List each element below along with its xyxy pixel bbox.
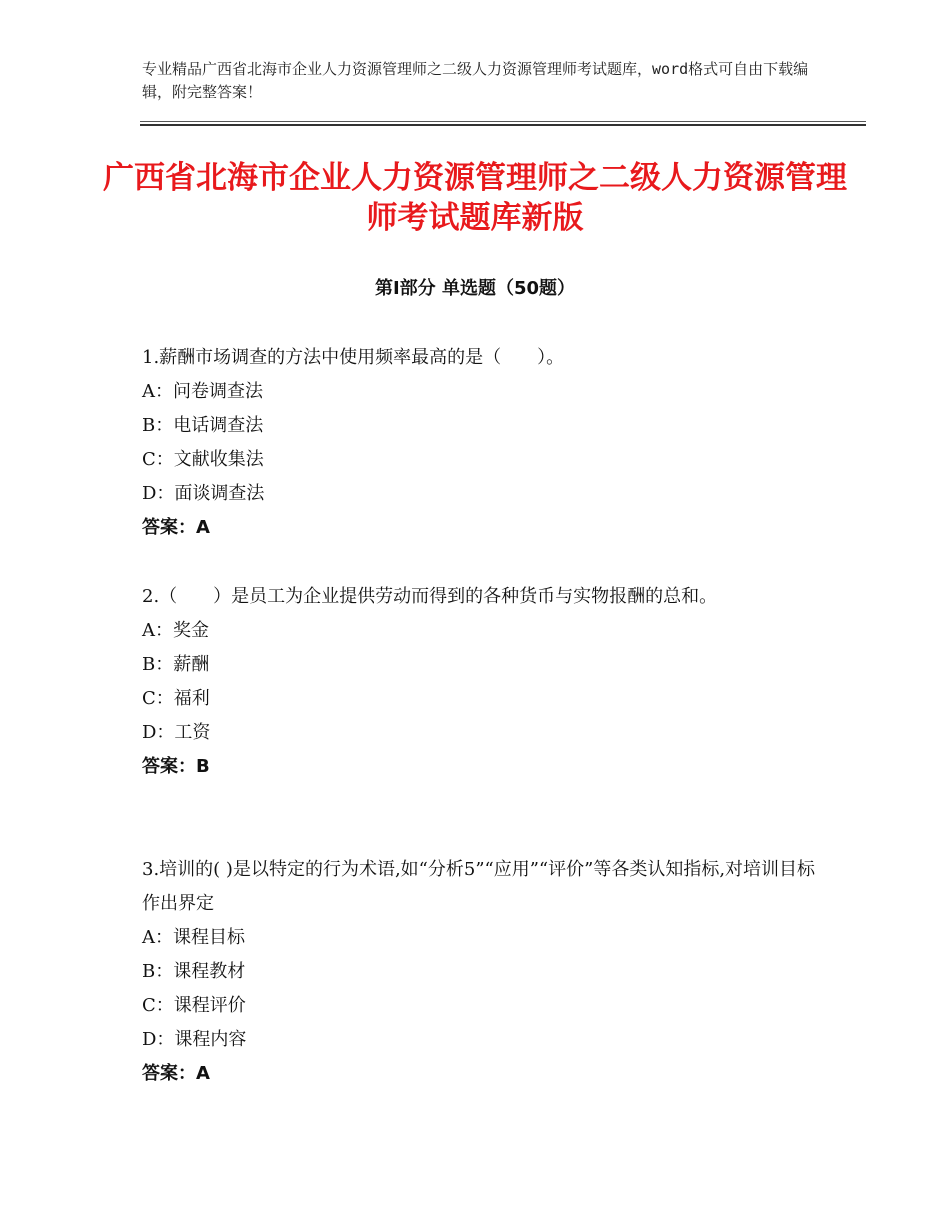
option-c: C：福利 (142, 688, 210, 709)
option-b: B：课程教材 (142, 961, 246, 982)
answer: 答案：A (142, 517, 210, 538)
section-heading: 第Ⅰ部分 单选题（50题） (374, 278, 575, 299)
question-stem: 3.培训的( )是以特定的行为术语,如“分析5”“应用”“评价”等各类认知指标,对培训目标作出界定 (142, 859, 816, 914)
option-d: D：面谈调查法 (142, 483, 265, 504)
question-stem: 1.薪酬市场调查的方法中使用频率最高的是（ ）。 (142, 347, 565, 368)
option-a: A：问卷调查法 (142, 381, 263, 402)
header-rule-thick (140, 124, 866, 126)
header-note: 专业精品广西省北海市企业人力资源管理师之二级人力资源管理师考试题库，word格式可自由下载编辑，附完整答案！ (142, 60, 809, 101)
question-stem: 2.（ ）是员工为企业提供劳动而得到的各种货币与实物报酬的总和。 (142, 586, 718, 607)
option-d: D：课程内容 (142, 1029, 247, 1050)
answer: 答案：A (142, 1063, 210, 1084)
answer: 答案：B (142, 756, 210, 777)
question-block (142, 580, 822, 784)
document-title: 广西省北海市企业人力资源管理师之二级人力资源管理师考试题库新版 (103, 160, 847, 236)
option-d: D：工资 (142, 722, 211, 743)
option-a: A：奖金 (142, 620, 209, 641)
header-rule-thin (140, 121, 866, 122)
option-c: C：文献收集法 (142, 449, 264, 470)
question-block (142, 341, 822, 545)
option-b: B：电话调查法 (142, 415, 264, 436)
question-block (142, 853, 822, 1091)
option-c: C：课程评价 (142, 995, 246, 1016)
option-b: B：薪酬 (142, 654, 210, 675)
option-a: A：课程目标 (142, 927, 245, 948)
